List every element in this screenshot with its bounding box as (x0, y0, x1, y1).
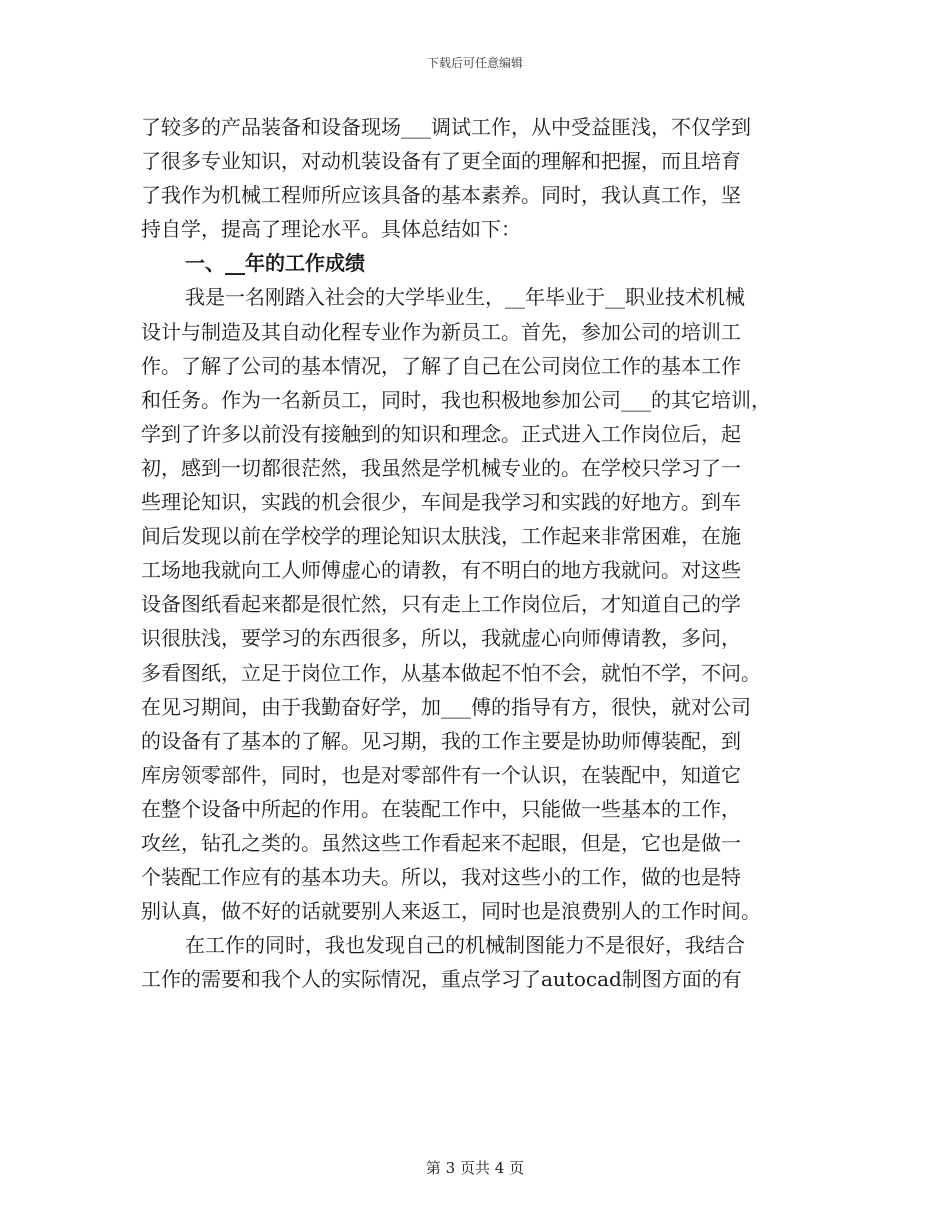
paragraph-line: 了很多专业知识，对动机装设备有了更全面的理解和把握，而且培育 (141, 149, 741, 174)
paragraph-line: 初，感到一切都很茫然，我虽然是学机械专业的。在学校只学习了一 (141, 455, 741, 480)
document-body (141, 110, 821, 996)
paragraph-line: 我是一名刚踏入社会的大学毕业生，__年毕业于__职业技术机械 (185, 285, 745, 310)
page-footer: 第 3 页共 4 页 (425, 1159, 525, 1177)
paragraph-line: 工作的需要和我个人的实际情况，重点学习了autocad制图方面的有 (141, 967, 742, 992)
page-header: 下载后可任意编辑 (426, 56, 523, 70)
paragraph-line: 持自学，提高了理论水平。具体总结如下： (141, 217, 521, 242)
paragraph-line: 个装配工作应有的基本功夫。所以，我对这些小的工作，做的也是特 (141, 865, 741, 890)
paragraph-line: 库房领零部件，同时，也是对零部件有一个认识，在装配中，知道它 (141, 762, 741, 787)
paragraph-line: 学到了许多以前没有接触到的知识和理念。正式进入工作岗位后，起 (141, 421, 741, 446)
paragraph-line: 别认真，做不好的话就要别人来返工，同时也是浪费别人的工作时间。 (141, 899, 761, 924)
paragraph-line: 了我作为机械工程师所应该具备的基本素养。同时，我认真工作，坚 (141, 183, 741, 208)
paragraph-line: 在工作的同时，我也发现自己的机械制图能力不是很好，我结合 (185, 933, 745, 958)
paragraph-line: 些理论知识，实践的机会很少，车间是我学习和实践的好地方。到车 (141, 490, 741, 515)
section-heading: 一、__年的工作成绩 (185, 251, 365, 276)
paragraph-line: 工场地我就向工人师傅虚心的请教，有不明白的地方我就问。对这些 (141, 558, 741, 583)
paragraph-line: 间后发现以前在学校学的理论知识太肤浅，工作起来非常困难，在施 (141, 524, 741, 549)
paragraph-line: 在整个设备中所起的作用。在装配工作中，只能做一些基本的工作， (141, 796, 741, 821)
paragraph-line: 识很肤浅，要学习的东西很多，所以，我就虚心向师傅请教，多问， (141, 626, 741, 651)
paragraph-line: 设计与制造及其自动化程专业作为新员工。首先，参加公司的培训工 (141, 319, 741, 344)
paragraph-line: 多看图纸，立足于岗位工作，从基本做起不怕不会，就怕不学，不问。 (141, 660, 761, 685)
paragraph-line: 在见习期间，由于我勤奋好学，加___傅的指导有方，很快，就对公司 (141, 694, 751, 719)
paragraph-line: 的设备有了基本的了解。见习期，我的工作主要是协助师傅装配，到 (141, 728, 741, 753)
paragraph-line: 攻丝，钻孔之类的。虽然这些工作看起来不起眼，但是，它也是做一 (141, 830, 741, 855)
paragraph-line: 和任务。作为一名新员工，同时，我也积极地参加公司___的其它培训， (141, 387, 771, 412)
paragraph-line: 设备图纸看起来都是很忙然，只有走上工作岗位后，才知道自己的学 (141, 592, 741, 617)
paragraph-line: 作。了解了公司的基本情况，了解了自己在公司岗位工作的基本工作 (141, 353, 741, 378)
paragraph-line: 了较多的产品装备和设备现场___调试工作，从中受益匪浅，不仅学到 (141, 115, 751, 139)
